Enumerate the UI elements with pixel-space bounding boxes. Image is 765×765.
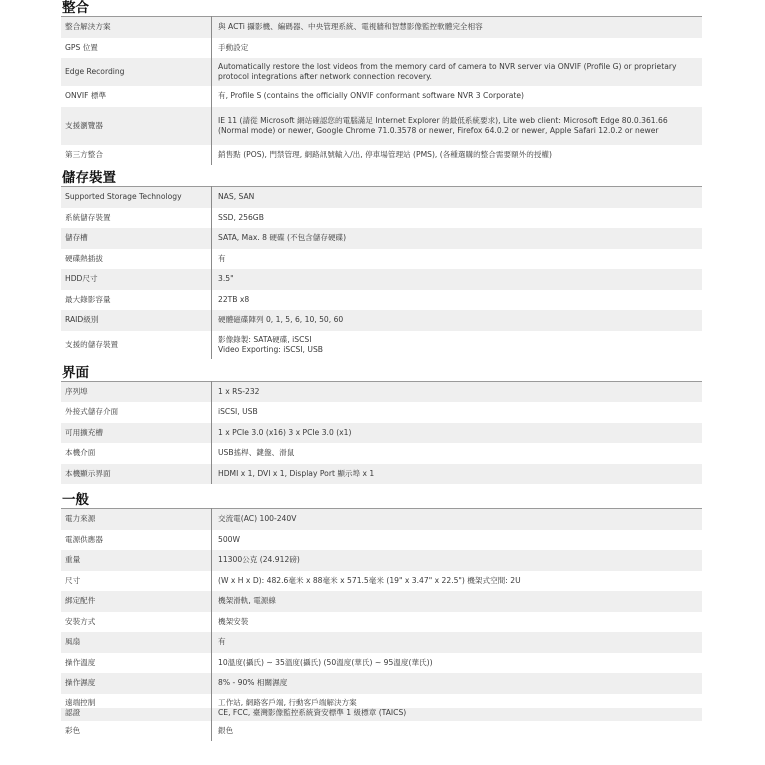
spec-key: Edge Recording: [61, 58, 212, 86]
table-row: [61, 17, 702, 38]
spec-value: [212, 331, 703, 359]
spec-value: 11300公克 (24.912磅): [212, 550, 703, 571]
spec-key: 可用擴充槽: [61, 423, 212, 444]
spec-key: 本機介面: [61, 443, 212, 464]
spec-key: RAID級別: [61, 310, 212, 331]
spec-table-interface: [61, 381, 702, 485]
spec-key: 硬碟熱插拔: [61, 249, 212, 270]
spec-key: 彩色: [61, 721, 212, 742]
spec-value: 1 x PCIe 3.0 (x16) 3 x PCIe 3.0 (x1): [212, 423, 703, 444]
table-row: [61, 694, 702, 708]
spec-key: 外接式儲存介面: [61, 402, 212, 423]
spec-value-line: Video Exporting: iSCSI, USB: [218, 344, 323, 354]
spec-key: 操作濕度: [61, 673, 212, 694]
section-title-integration: 整合: [62, 0, 89, 16]
table-row: [61, 208, 702, 229]
spec-value: CE, FCC, 臺灣影像監控系統資安標準 1 級標章 (TAICS): [212, 708, 703, 721]
table-row: [61, 632, 702, 653]
table-row: [61, 509, 702, 530]
spec-value: 硬體磁碟陣列 0, 1, 5, 6, 10, 50, 60: [212, 310, 703, 331]
table-row: [61, 38, 702, 59]
table-row: [61, 249, 702, 270]
table-row: [61, 290, 702, 311]
spec-value: 3.5": [212, 269, 703, 290]
table-row: [61, 331, 702, 359]
spec-table-storage: [61, 186, 702, 359]
spec-key: 尺寸: [61, 571, 212, 592]
spec-value-line: 影像錄製: SATA硬碟, iSCSI: [218, 334, 312, 344]
spec-value: Automatically restore the lost videos from the memory card of camera to NVR server via ONVIF (Profile G) or proprietary protocol integrations after network connection recovery.: [212, 58, 703, 86]
table-row: [61, 381, 702, 402]
spec-key: 序列埠: [61, 381, 212, 402]
spec-value: SATA, Max. 8 硬碟 (不包含儲存硬碟): [212, 228, 703, 249]
spec-key: ONVIF 標準: [61, 86, 212, 107]
section-title-general: 一般: [62, 492, 89, 508]
spec-key: 支援的儲存裝置: [61, 331, 212, 359]
table-row: [61, 423, 702, 444]
spec-key: 重量: [61, 550, 212, 571]
table-row: [61, 550, 702, 571]
spec-value: 與 ACTi 攝影機、編碼器、中央管理系統、電視牆和智慧影像監控軟體完全相容: [212, 17, 703, 38]
spec-value: iSCSI, USB: [212, 402, 703, 423]
spec-value: 有, Profile S (contains the officially ONVIF conformant software NVR 3 Corporate): [212, 86, 703, 107]
spec-key: 支援瀏覽器: [61, 107, 212, 145]
table-row: [61, 310, 702, 331]
spec-value: 銀色: [212, 721, 703, 742]
spec-value: IE 11 (請從 Microsoft 網站確認您的電腦滿足 Internet Explorer 的最低系統要求), Lite web client: Microsoft Edge 80.0.361.66 (Normal mode) or newer, Google Chrome 71.0.3578 or newer, Firefox 64.0.2 or newer, Apple Safari 12.0.2 or newer: [212, 107, 703, 145]
table-row: [61, 107, 702, 145]
spec-value: 機架安裝: [212, 612, 703, 633]
table-row: [61, 591, 702, 612]
spec-value: 機架滑軌, 電源線: [212, 591, 703, 612]
table-row: [61, 187, 702, 208]
spec-value: 有: [212, 249, 703, 270]
spec-key: Supported Storage Technology: [61, 187, 212, 208]
table-row: [61, 708, 702, 721]
spec-key: 遠端控制: [61, 694, 212, 708]
spec-key: 儲存槽: [61, 228, 212, 249]
spec-value: 交流電(AC) 100-240V: [212, 509, 703, 530]
spec-value: NAS, SAN: [212, 187, 703, 208]
spec-table-general: [61, 508, 702, 741]
section-title-storage: 儲存裝置: [62, 170, 116, 186]
table-row: [61, 673, 702, 694]
table-row: [61, 145, 702, 166]
spec-key: 最大錄影容量: [61, 290, 212, 311]
table-row: [61, 464, 702, 485]
table-row: [61, 612, 702, 633]
spec-key: HDD尺寸: [61, 269, 212, 290]
spec-value: 有: [212, 632, 703, 653]
spec-value: 8% - 90% 相關濕度: [212, 673, 703, 694]
table-row: [61, 443, 702, 464]
table-row: [61, 402, 702, 423]
spec-key: 系統儲存裝置: [61, 208, 212, 229]
spec-key: 本機顯示界面: [61, 464, 212, 485]
spec-value: 工作站, 網路客戶端, 行動客戶端解決方案: [212, 694, 703, 708]
spec-document: [61, 0, 702, 741]
table-row: [61, 58, 702, 86]
spec-table-integration: [61, 16, 702, 165]
spec-value: USB搖桿、鍵盤、滑鼠: [212, 443, 703, 464]
spec-key: 風扇: [61, 632, 212, 653]
spec-value: 500W: [212, 530, 703, 551]
spec-key: 認證: [61, 708, 212, 721]
spec-value: 10溫度(攝氏) ~ 35溫度(攝氏) (50溫度(華氏) ~ 95溫度(華氏)): [212, 653, 703, 674]
spec-value: (W x H x D): 482.6毫米 x 88毫米 x 571.5毫米 (19" x 3.47" x 22.5") 機架式空間: 2U: [212, 571, 703, 592]
spec-value: 銷售點 (POS), 門禁管理, 網路訊號輸入/出, 停車場管理站 (PMS), (各種選購的整合需要額外的授權): [212, 145, 703, 166]
table-row: [61, 530, 702, 551]
spec-key: 操作溫度: [61, 653, 212, 674]
spec-value: 22TB x8: [212, 290, 703, 311]
spec-value: SSD, 256GB: [212, 208, 703, 229]
table-row: [61, 571, 702, 592]
spec-value: 手動設定: [212, 38, 703, 59]
table-row: [61, 721, 702, 742]
spec-key: 安裝方式: [61, 612, 212, 633]
table-row: [61, 86, 702, 107]
table-row: [61, 228, 702, 249]
spec-value: HDMI x 1, DVI x 1, Display Port 顯示埠 x 1: [212, 464, 703, 485]
table-row: [61, 653, 702, 674]
spec-value: 1 x RS-232: [212, 381, 703, 402]
section-title-interface: 界面: [62, 364, 89, 381]
spec-key: 整合解決方案: [61, 17, 212, 38]
spec-key: 綁定配件: [61, 591, 212, 612]
spec-key: 電源供應器: [61, 530, 212, 551]
table-row: [61, 269, 702, 290]
spec-key: GPS 位置: [61, 38, 212, 59]
spec-key: 第三方整合: [61, 145, 212, 166]
spec-key: 電力來源: [61, 509, 212, 530]
